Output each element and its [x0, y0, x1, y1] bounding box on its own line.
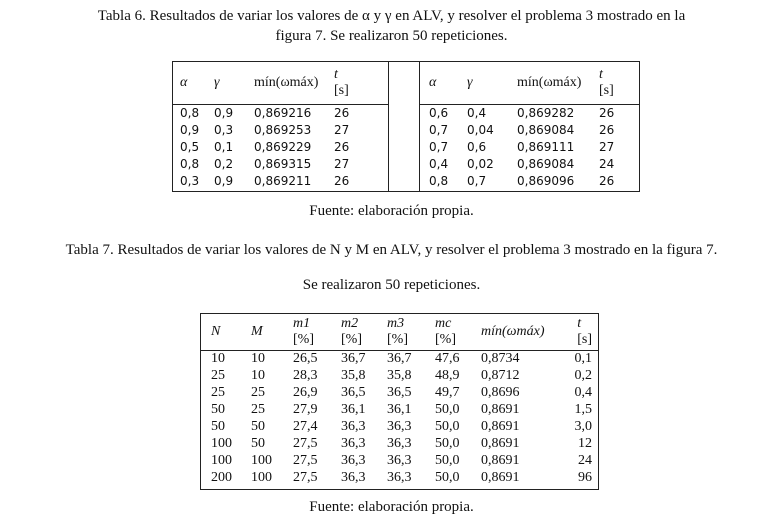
t6-right-row [420, 172, 640, 189]
t7-row-cell: 27,9 [293, 401, 318, 417]
t6-left-header-t [334, 62, 388, 104]
t6-left-header-min: mín(ωmáx) [254, 62, 334, 104]
t7-row-cell: 1,5 [574, 401, 592, 417]
t7-row-cell: 26,9 [293, 384, 318, 400]
t6-right-row-cell: 27 [599, 139, 615, 154]
t6-right-header-t [599, 62, 640, 104]
tabla7 [200, 313, 599, 490]
t7-row-cell: 36,7 [341, 350, 366, 366]
t7-header-mc-var: mc [435, 315, 452, 331]
t6-left-row-cell: 26 [334, 139, 350, 154]
t7-row [201, 384, 598, 401]
t7-row-cell: 47,6 [435, 350, 460, 366]
t7-row-cell: 36,7 [387, 350, 412, 366]
t7-header-t-var: t [577, 315, 582, 331]
t6-left-row [173, 138, 388, 155]
t7-header-m1-var: m1 [293, 315, 311, 331]
t7-header-mc-unit: [%] [435, 331, 456, 347]
t6-right-row [420, 155, 640, 172]
t7-header-M: M [251, 314, 293, 350]
tabla6 [172, 61, 640, 192]
t7-row-cell: 36,3 [341, 418, 366, 434]
t6-right-row-cell: 0,8 [429, 173, 449, 188]
t7-row-cell: 0,8691 [481, 469, 520, 485]
t7-row-cell: 36,1 [341, 401, 366, 417]
t7-row-cell: 100 [251, 469, 272, 485]
t7-row-cell: 0,8691 [481, 418, 520, 434]
tabla6-left-half [173, 62, 389, 191]
t7-row-cell: 0,8691 [481, 401, 520, 417]
tabla7-caption-line2: Se realizaron 50 repeticiones. [302, 277, 481, 293]
t6-right-row [420, 121, 640, 138]
t6-right-row-cell: 0,869111 [517, 139, 575, 154]
t6-right-row-cell: 0,02 [467, 156, 494, 171]
t7-row-cell: 50 [251, 435, 265, 451]
t7-row-cell: 36,5 [387, 384, 412, 400]
t6-left-row-cell: 27 [334, 156, 350, 171]
t7-row-cell: 0,8712 [481, 367, 520, 383]
t6-right-row-cell: 0,04 [467, 122, 494, 137]
t7-row-cell: 27,5 [293, 452, 318, 468]
tabla6-caption-line1: Tabla 6. Resultados de variar los valores de α y γ en ALV, y resolver el problema 3 mostrado en la [97, 8, 686, 24]
t6-right-row-cell: 0,7 [467, 173, 487, 188]
t7-header-min: mín(ωmáx) [481, 314, 565, 350]
t7-row-cell: 0,8734 [481, 350, 520, 366]
t6-left-row-cell: 0,869211 [254, 173, 312, 188]
t7-row-cell: 3,0 [574, 418, 592, 434]
t7-row-cell: 0,8691 [481, 452, 520, 468]
t7-header-t-unit: [s] [577, 331, 592, 347]
t7-row-cell: 50,0 [435, 418, 460, 434]
t7-row-cell: 36,3 [341, 452, 366, 468]
t7-row-cell: 27,5 [293, 469, 318, 485]
t6-left-row [173, 121, 388, 138]
tabla6-fuente: Fuente: elaboración propia. [309, 203, 474, 219]
t7-header-m1-unit: [%] [293, 331, 314, 347]
t7-row-cell: 27,4 [293, 418, 318, 434]
t6-right-row-cell: 0,4 [467, 105, 487, 120]
t6-right-row-cell: 26 [599, 173, 615, 188]
t7-row-cell: 26,5 [293, 350, 318, 366]
t6-left-row-cell: 0,8 [180, 156, 200, 171]
t7-header-m2-var: m2 [341, 315, 359, 331]
t6-right-row-cell: 0,869096 [517, 173, 575, 188]
t7-header-m3-unit: [%] [387, 331, 408, 347]
t7-row-cell: 96 [578, 469, 592, 485]
t6-right-header-gamma: γ [467, 62, 517, 104]
t7-row-cell: 25 [211, 384, 225, 400]
t6-right-row-cell: 26 [599, 122, 615, 137]
t6-right-row-cell: 24 [599, 156, 615, 171]
t7-row-cell: 50,0 [435, 401, 460, 417]
t6-left-row-cell: 26 [334, 105, 350, 120]
t6-right-header-t-var: t [599, 66, 603, 82]
t6-right-row-cell: 26 [599, 105, 615, 120]
t7-row-cell: 35,8 [387, 367, 412, 383]
t7-row [201, 418, 598, 435]
t7-row-cell: 100 [251, 452, 272, 468]
t7-row-cell: 36,3 [387, 435, 412, 451]
t6-right-row-cell: 0,7 [429, 122, 449, 137]
t6-left-header-t-unit: [s] [334, 82, 349, 98]
t6-right-row-cell: 0,6 [467, 139, 487, 154]
t6-left-row [173, 104, 388, 121]
t6-right-row [420, 138, 640, 155]
t6-left-row-cell: 0,2 [214, 156, 234, 171]
t7-row [201, 401, 598, 418]
t7-row-cell: 50 [211, 401, 225, 417]
t7-row-cell: 25 [211, 367, 225, 383]
t7-row [201, 350, 598, 367]
t6-right-header-t-unit: [s] [599, 82, 614, 98]
t7-row [201, 469, 598, 486]
t6-left-row [173, 172, 388, 189]
t7-row-cell: 48,9 [435, 367, 460, 383]
t7-row-cell: 36,3 [341, 435, 366, 451]
t7-row-cell: 12 [578, 435, 592, 451]
t6-left-row-cell: 0,9 [214, 173, 234, 188]
t7-row-cell: 0,8691 [481, 435, 520, 451]
t7-row-cell: 0,1 [574, 350, 592, 366]
t7-row-cell: 0,2 [574, 367, 592, 383]
t7-header-mc [435, 314, 481, 350]
t7-row-cell: 49,7 [435, 384, 460, 400]
t7-row-cell: 100 [211, 435, 232, 451]
t6-right-row-cell: 0,869084 [517, 122, 575, 137]
tabla7-fuente: Fuente: elaboración propia. [309, 499, 474, 515]
t7-row-cell: 28,3 [293, 367, 318, 383]
t6-left-row-cell: 26 [334, 173, 350, 188]
t7-row-cell: 50 [211, 418, 225, 434]
t6-left-row-cell: 0,8 [180, 105, 200, 120]
t7-row-cell: 10 [211, 350, 225, 366]
t6-right-row [420, 104, 640, 121]
tabla6-caption-line2: figura 7. Se realizaron 50 repeticiones. [275, 28, 508, 44]
t7-row-cell: 24 [578, 452, 592, 468]
t7-header-t [565, 314, 598, 350]
t6-right-header-alpha: α [420, 62, 467, 104]
t7-row-cell: 0,8696 [481, 384, 520, 400]
t6-right-row-cell: 0,869084 [517, 156, 575, 171]
t6-left-row-cell: 0,869253 [254, 122, 312, 137]
t7-row-cell: 36,3 [387, 418, 412, 434]
t7-row [201, 435, 598, 452]
t6-left-row-cell: 0,869229 [254, 139, 312, 154]
t6-right-row-cell: 0,4 [429, 156, 449, 171]
t7-row-cell: 100 [211, 452, 232, 468]
t6-left-row-cell: 0,869216 [254, 105, 312, 120]
t6-left-row-cell: 0,5 [180, 139, 200, 154]
t6-right-header-min: mín(ωmáx) [517, 62, 599, 104]
t7-header-m3-var: m3 [387, 315, 405, 331]
t6-left-row-cell: 0,869315 [254, 156, 312, 171]
t6-left-row-cell: 0,9 [214, 105, 234, 120]
t6-left-header-gamma: γ [214, 62, 254, 104]
t7-header-m3 [387, 314, 435, 350]
t7-row-cell: 36,3 [341, 469, 366, 485]
t7-row-cell: 50,0 [435, 452, 460, 468]
t7-header-m2 [341, 314, 387, 350]
t6-left-row-cell: 27 [334, 122, 350, 137]
tabla7-caption-line1: Tabla 7. Resultados de variar los valores de N y M en ALV, y resolver el problema 3 mostrado en la figura 7. [65, 242, 718, 258]
t7-row-cell: 27,5 [293, 435, 318, 451]
tabla6-right-half [419, 62, 640, 191]
t7-row-cell: 10 [251, 350, 265, 366]
t7-row-cell: 36,3 [387, 452, 412, 468]
t6-left-header-alpha: α [173, 62, 214, 104]
t7-row [201, 452, 598, 469]
t6-left-row [173, 155, 388, 172]
t7-row-cell: 36,3 [387, 469, 412, 485]
t7-row-cell: 35,8 [341, 367, 366, 383]
t7-header-N: N [201, 314, 251, 350]
t6-right-row-cell: 0,7 [429, 139, 449, 154]
t7-row-cell: 0,4 [574, 384, 592, 400]
t6-left-row-cell: 0,9 [180, 122, 200, 137]
t7-row-cell: 25 [251, 384, 265, 400]
t6-left-row-cell: 0,3 [214, 122, 234, 137]
t7-row-cell: 10 [251, 367, 265, 383]
t6-right-row-cell: 0,869282 [517, 105, 575, 120]
t6-left-header-t-var: t [334, 66, 338, 82]
t6-left-row-cell: 0,1 [214, 139, 234, 154]
t7-row-cell: 200 [211, 469, 232, 485]
t7-row [201, 367, 598, 384]
t7-row-cell: 36,1 [387, 401, 412, 417]
t7-row-cell: 50 [251, 418, 265, 434]
t7-header-m1 [293, 314, 341, 350]
t7-header-m2-unit: [%] [341, 331, 362, 347]
t7-row-cell: 50,0 [435, 469, 460, 485]
t7-row-cell: 25 [251, 401, 265, 417]
t7-row-cell: 50,0 [435, 435, 460, 451]
t7-row-cell: 36,5 [341, 384, 366, 400]
t6-right-row-cell: 0,6 [429, 105, 449, 120]
t6-left-row-cell: 0,3 [180, 173, 200, 188]
